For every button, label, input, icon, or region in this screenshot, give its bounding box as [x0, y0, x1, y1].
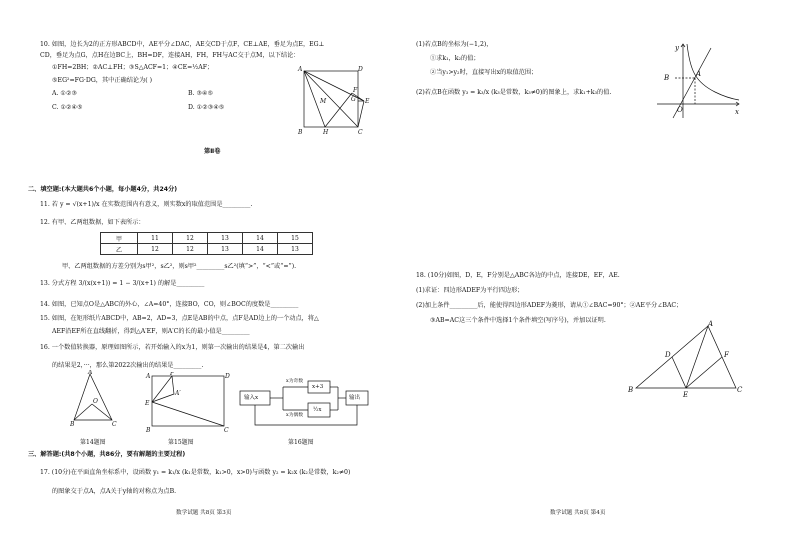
- svg-text:B: B: [298, 129, 303, 136]
- q10-option-a: A. ①②③: [52, 90, 78, 97]
- flow-output-box: 输出: [349, 395, 361, 401]
- svg-text:E: E: [683, 391, 689, 398]
- q15-line2: AEF沿EF所在直线翻折，得到△A′EF，则A′C的长的最小值是_________: [52, 328, 250, 335]
- fig15-caption: 第15题图: [168, 439, 194, 446]
- flow-half-box: ½x: [313, 407, 322, 413]
- q17-line1: 17. (10分)在平面直角坐标系中，设函数 y₁ = k₁/x (k₁是常数，k₁>0，x>0)与函数 y₂ = k₂x (k₂是常数，k₂≠0): [40, 469, 351, 476]
- q12-text: 12. 有甲、乙两组数据，如下表所示：: [40, 219, 145, 226]
- graph-y-label: y: [675, 44, 679, 52]
- table-cell: 12: [138, 244, 173, 255]
- solve-header: 三、解答题:(共8个小题，共86分，要有解题的主要过程): [28, 451, 186, 458]
- flow-add-box: x+3: [312, 384, 324, 390]
- q11-text: 11. 若 y = √(x+1)/x 在实数范围内有意义，则实数x的取值范围是_________.: [40, 201, 253, 208]
- q18-line1: 18. (10分)如图，D，E，F分别是△ABC各边的中点，连接DE，EF，AE.: [416, 272, 620, 279]
- svg-text:M: M: [320, 98, 327, 105]
- svg-text:D: D: [358, 66, 363, 73]
- svg-text:C: C: [737, 386, 743, 394]
- q17-part1-line1: (1)若点B的坐标为(−1,2)，: [416, 41, 493, 48]
- table-cell: 13: [278, 244, 313, 255]
- fig16-caption: 第16题图: [288, 439, 314, 446]
- q10-line2: CD，垂足为点G，点H在边BC上，BH=DF，连接AH，FH，FH与AC交于点M，以下结论：: [40, 52, 300, 59]
- q15-rectangle-figure: [144, 372, 230, 432]
- q13-text: 13. 分式方程 3/(x(x+1)) = 1 − 3/(x+1) 的解是_________: [40, 280, 205, 287]
- table-row: [101, 233, 313, 244]
- q17-line2: 的图象交于点A，点A关于y轴的对称点为点B.: [52, 488, 177, 495]
- svg-text:A: A: [708, 320, 714, 328]
- svg-text:F: F: [353, 87, 358, 94]
- flow-input-box: 输入x: [244, 395, 259, 401]
- section-2-title: 第Ⅱ卷: [204, 148, 221, 155]
- flow-odd-label: x为奇数: [286, 379, 304, 384]
- q17-part1-line3: ②当y₁>y₂时，直接写出x的取值范围；: [430, 69, 538, 76]
- q10-option-d: D. ①②③④⑤: [188, 104, 225, 111]
- table-cell: 11: [138, 233, 173, 244]
- fig14-caption: 第14题图: [80, 439, 106, 446]
- q18-line4: ③AB=AC这三个条件中选择1个条件填空(写序号)，并加以证明.: [430, 317, 606, 324]
- svg-text:O: O: [93, 398, 98, 405]
- svg-text:E: E: [365, 98, 370, 105]
- q17-part1-line2: ①求k₁，k₂的值；: [430, 55, 480, 62]
- svg-text:C: C: [112, 421, 117, 426]
- table-cell: 13: [208, 233, 243, 244]
- svg-text:A′: A′: [175, 390, 181, 397]
- q18-triangle-figure: [628, 320, 748, 398]
- table-row-head: 乙: [101, 244, 138, 255]
- svg-text:A: A: [298, 66, 303, 73]
- table-row: [101, 244, 313, 255]
- q10-line1: 10. 如图，边长为2的正方形ABCD中，AE平分∠DAC，AE交CD于点F，CE⊥AE，垂足为点E，EG⊥: [40, 41, 325, 48]
- q16-line1: 16. 一个数值转换器，原理如图所示，若开始输入的x为1，则第一次输出的结果是4，第二次输出: [40, 344, 305, 351]
- svg-text:F: F: [170, 372, 175, 377]
- graph-a-label: A: [696, 70, 702, 78]
- q10-line4: ⑤EG²=FG·DG，其中正确结论为( ): [52, 77, 153, 84]
- svg-text:F: F: [724, 351, 729, 359]
- q16-line2: 的结果是2，···，那么第2022次输出的结果是_________.: [52, 362, 204, 369]
- table-cell: 15: [278, 233, 313, 244]
- fill-in-header: 二、填空题:(本大题共6个小题，每小题4分，共24分): [28, 186, 178, 193]
- q17-part2: (2)若点B在函数 y₃ = k₃/x (k₃是常数，k₃≠0)的图象上，求k₁+k₃的值.: [416, 89, 612, 96]
- table-cell: 13: [208, 244, 243, 255]
- q10-square-figure: [296, 65, 378, 137]
- svg-text:D: D: [225, 373, 230, 380]
- graph-x-label: x: [735, 108, 739, 116]
- table-cell: 12: [173, 233, 208, 244]
- q15-line1: 15. 如图，在矩形纸片ABCD中，AB=2，AD=3，点E是AB的中点，点F是AD边上的一个动点，将△: [40, 315, 319, 322]
- table-row-head: 甲: [101, 233, 138, 244]
- svg-text:E: E: [145, 400, 150, 407]
- q10-option-b: B. ③④⑤: [188, 90, 214, 97]
- svg-text:B: B: [70, 421, 75, 426]
- svg-text:B: B: [628, 386, 634, 394]
- q14-triangle-figure: [70, 370, 120, 426]
- q18-line2: (1)求证：四边形ADEF为平行四边形；: [416, 287, 524, 294]
- svg-text:C: C: [224, 427, 229, 432]
- svg-text:H: H: [323, 129, 329, 136]
- svg-text:A: A: [88, 370, 93, 376]
- svg-text:G: G: [351, 96, 356, 103]
- flow-even-label: x为偶数: [286, 413, 304, 418]
- right-page-footer: 数学试题 共8页 第4页: [550, 510, 606, 516]
- table-cell: 14: [243, 233, 278, 244]
- svg-text:A: A: [146, 373, 151, 380]
- svg-text:D: D: [665, 351, 671, 359]
- table-cell: 14: [243, 244, 278, 255]
- svg-text:C: C: [358, 129, 363, 136]
- q10-line3: ①FH=2BH；②AC⊥FH；③S△ACF=1；④CE=½AF；: [52, 64, 214, 71]
- graph-origin-label: O: [677, 106, 683, 114]
- q14-text: 14. 如图，已知点O是△ABC的外心，∠A=40°，连接BO，CO，则∠BOC的度数是_________: [40, 301, 299, 308]
- q12-data-table: [100, 232, 313, 255]
- table-cell: 12: [173, 244, 208, 255]
- q16-flowchart: [238, 375, 378, 430]
- q17-coordinate-graph: [655, 40, 745, 120]
- graph-b-label: B: [664, 74, 670, 82]
- left-page-footer: 数学试题 共8页 第3页: [176, 510, 232, 516]
- svg-text:B: B: [146, 427, 151, 432]
- q18-line3: (2)加上条件_________后，能使得四边形ADEF为菱形，请从①∠BAC=90°；②AE平分∠BAC；: [416, 302, 683, 309]
- q12-tail: 甲、乙两组数据的方差分别为s甲²，s乙²，则s甲²_________s乙²(填“>”，“<”或“=”).: [62, 263, 297, 270]
- q10-option-c: C. ①②④⑤: [52, 104, 83, 111]
